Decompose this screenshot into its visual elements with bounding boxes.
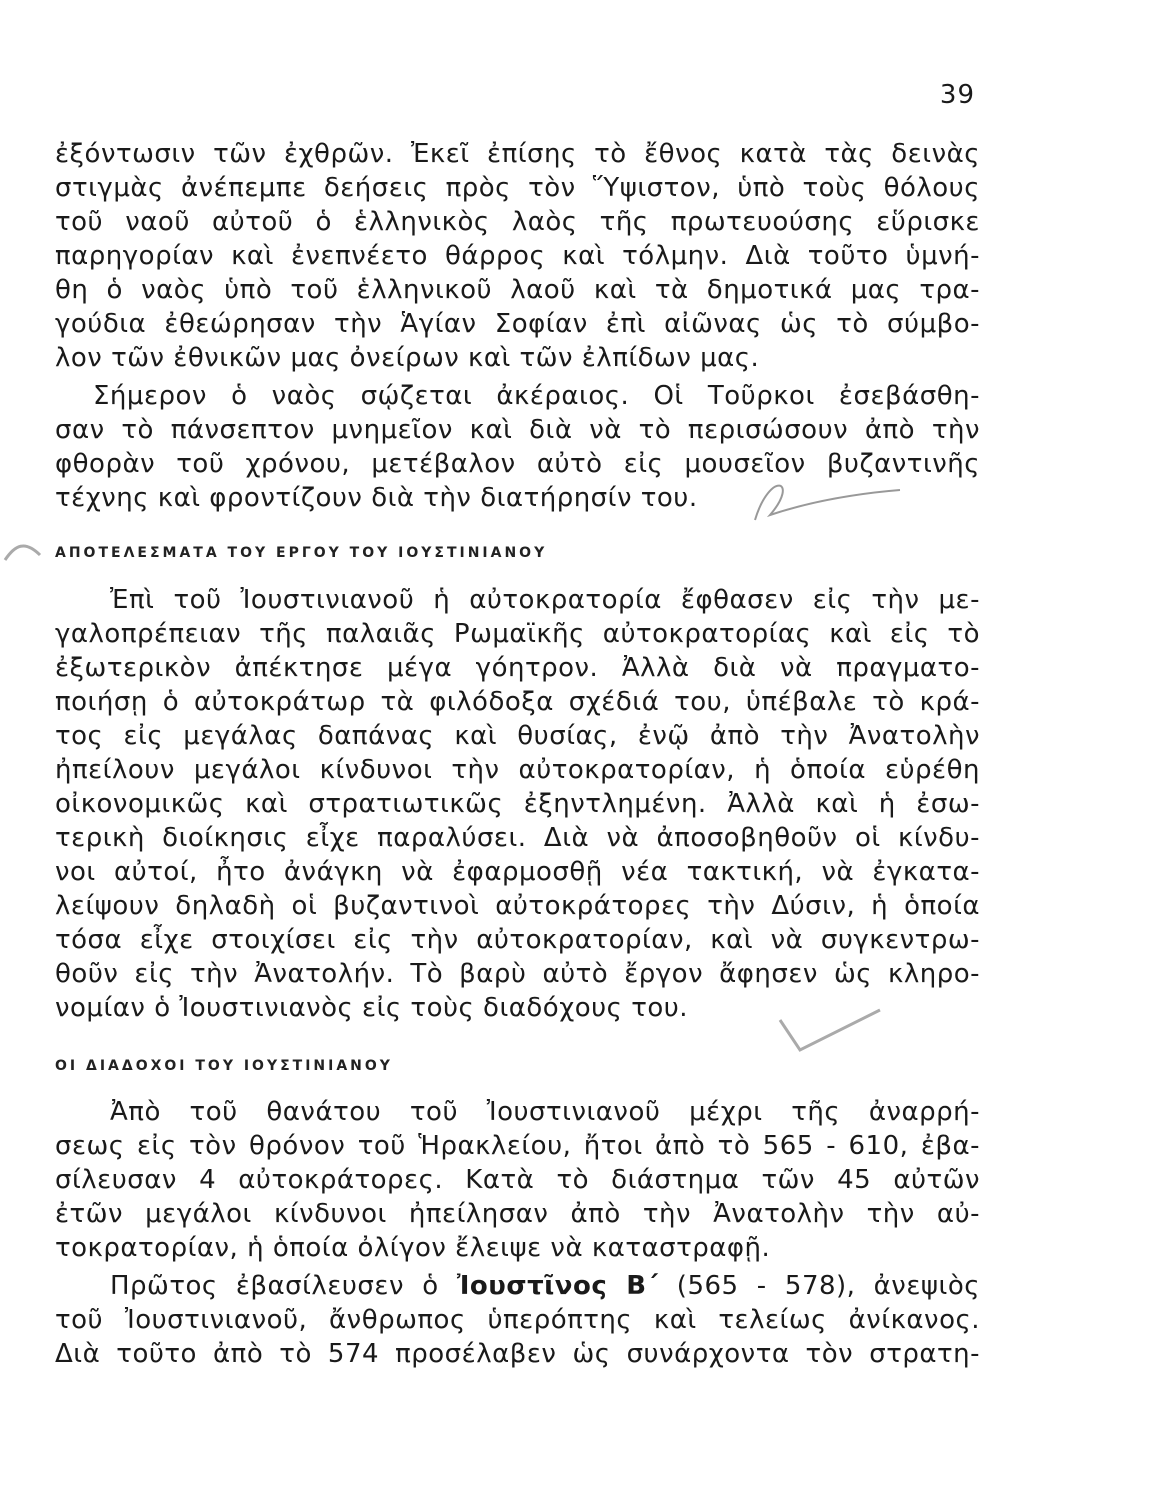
text-line: σίλευσαν 4 αὐτοκράτορες. Κατὰ τὸ διάστημα τῶν 45 αὐτῶν	[55, 1165, 980, 1195]
text-run: (565 - 578), ἀνεψιὸς	[658, 1271, 980, 1301]
text-line: τοκρατορίαν, ἡ ὁποία ὀλίγον ἔλειψε νὰ καταστραφῇ.	[55, 1233, 771, 1263]
page-number: 39	[939, 80, 975, 110]
text-line: νοι αὐτοί, ἦτο ἀνάγκη νὰ ἐφαρμοσθῇ νέα τακτική, νὰ ἐγκατα-	[55, 857, 980, 887]
text-line: νομίαν ὁ Ἰουστινιανὸς εἰς τοὺς διαδόχους του.	[55, 993, 689, 1023]
text-line: στιγμὰς ἀνέπεμπε δεήσεις πρὸς τὸν Ὕψιστον, ὑπὸ τοὺς θόλους	[55, 173, 980, 203]
text-line: Σήμερον ὁ ναὸς σῴζεται ἀκέραιος. Οἱ Τοῦρκοι ἐσεβάσθη-	[93, 381, 980, 411]
text-line: Ἀπὸ τοῦ θανάτου τοῦ Ἰουστινιανοῦ μέχρι τῆς ἀναρρή-	[110, 1097, 980, 1127]
text-line: ποιήσῃ ὁ αὐτοκράτωρ τὰ φιλόδοξα σχέδιά του, ὑπέβαλε τὸ κρά-	[55, 687, 980, 717]
text-line: γούδια ἐθεώρησαν τὴν Ἁγίαν Σοφίαν ἐπὶ αἰῶνας ὡς τὸ σύμβο-	[55, 309, 980, 339]
text-line: ἐτῶν μεγάλοι κίνδυνοι ἠπείλησαν ἀπὸ τὴν Ἀνατολὴν τὴν αὐ-	[55, 1199, 980, 1229]
text-line: Ἐπὶ τοῦ Ἰουστινιανοῦ ἡ αὐτοκρατορία ἔφθασεν εἰς τὴν με-	[110, 585, 980, 615]
text-line: Διὰ τοῦτο ἀπὸ τὸ 574 προσέλαβεν ὡς συνάρχοντα τὸν στρατη-	[55, 1339, 980, 1369]
section-heading: ΑΠΟΤΕΛΕΣΜΑΤΑ ΤΟΥ ΕΡΓΟΥ ΤΟΥ ΙΟΥΣΤΙΝΙΑΝΟΥ	[55, 545, 548, 561]
text-run: Πρῶτος ἐβασίλευσεν ὁ	[110, 1271, 457, 1301]
text-line: τος εἰς μεγάλας δαπάνας καὶ θυσίας, ἐνῷ ἀπὸ τὴν Ἀνατολὴν	[55, 721, 980, 751]
text-line: θη ὁ ναὸς ὑπὸ τοῦ ἑλληνικοῦ λαοῦ καὶ τὰ δημοτικά μας τρα-	[55, 275, 980, 305]
text-line: τοῦ ναοῦ αὐτοῦ ὁ ἑλληνικὸς λαὸς τῆς πρωτευούσης εὕρισκε	[55, 207, 980, 237]
text-line: ἐξωτερικὸν ἀπέκτησε μέγα γόητρον. Ἀλλὰ διὰ νὰ πραγματο-	[55, 653, 980, 683]
text-line: ἐξόντωσιν τῶν ἐχθρῶν. Ἐκεῖ ἐπίσης τὸ ἔθνος κατὰ τὰς δεινὰς	[55, 139, 980, 169]
text-line: λον τῶν ἐθνικῶν μας ὀνείρων καὶ τῶν ἐλπίδων μας.	[55, 343, 760, 373]
section-heading: ΟΙ ΔΙΑΔΟΧΟΙ ΤΟΥ ΙΟΥΣΤΙΝΙΑΝΟΥ	[55, 1058, 393, 1074]
text-line: οἰκονομικῶς καὶ στρατιωτικῶς ἐξηντλημένη. Ἀλλὰ καὶ ἡ ἐσω-	[55, 789, 980, 819]
text-line: τερικὴ διοίκησις εἶχε παραλύσει. Διὰ νὰ ἀποσοβηθοῦν οἱ κίνδυ-	[55, 823, 980, 853]
text-line: φθορὰν τοῦ χρόνου, μετέβαλον αὐτὸ εἰς μουσεῖον βυζαντινῆς	[55, 449, 980, 479]
text-line: σεως εἰς τὸν θρόνον τοῦ Ἡρακλείου, ἤτοι ἀπὸ τὸ 565 - 610, ἐβα-	[55, 1131, 980, 1161]
text-line: τόσα εἶχε στοιχίσει εἰς τὴν αὐτοκρατορίαν, καὶ νὰ συγκεντρω-	[55, 925, 980, 955]
text-line: τοῦ Ἰουστινιανοῦ, ἄνθρωπος ὑπερόπτης καὶ τελείως ἀνίκανος.	[55, 1305, 980, 1335]
text-line: γαλοπρέπειαν τῆς παλαιᾶς Ρωμαϊκῆς αὐτοκρατορίας καὶ εἰς τὸ	[55, 619, 980, 649]
text-line: σαν τὸ πάνσεπτον μνημεῖον καὶ διὰ νὰ τὸ περισώσουν ἀπὸ τὴν	[55, 415, 980, 445]
text-line: λείψουν δηλαδὴ οἱ βυζαντινοὶ αὐτοκράτορες τὴν Δύσιν, ἡ ὁποία	[55, 891, 980, 921]
text-line: θοῦν εἰς τὴν Ἀνατολήν. Τὸ βαρὺ αὐτὸ ἔργον ἄφησεν ὡς κληρο-	[55, 959, 980, 989]
text-line: ἠπείλουν μεγάλοι κίνδυνοι τὴν αὐτοκρατορίαν, ἡ ὁποία εὑρέθη	[55, 755, 980, 785]
text-line: τέχνης καὶ φροντίζουν διὰ τὴν διατήρησίν του.	[55, 483, 698, 513]
emperor-name: Ἰουστῖνος Β΄	[456, 1271, 659, 1301]
text-line: παρηγορίαν καὶ ἐνεπνέετο θάρρος καὶ τόλμην. Διὰ τοῦτο ὑμνή-	[55, 241, 980, 271]
